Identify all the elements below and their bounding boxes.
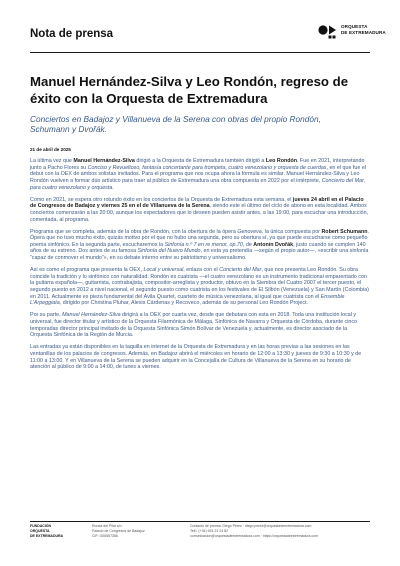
- body-paragraph-3: Programa que se completa, además de la obra de Rondón, con la obertura de la ópera Genoveva, la única compuesta por Robert Schumann. Ópera que no tuvo mucho éxito, quizás motivo por el que no hubo una segunda, pero su obertura sí, ya que puede escucharse como pequeño poema sinfónico. En la segunda parte, escucharemos la Sinfonía n.º 7 en re menor, op.70, de Antonín Dvořák, justo cuando se cumplen 140 años de su estreno. Dos antes de su famosa Sinfonía del Nuevo Mundo, en esta ya pretendía —según el propio autor—, «escribir una sinfonía “capaz de conmover el mundo”», en su debate interno entre su patriotismo y universalismo.: [30, 228, 369, 262]
- orchestra-logo: [318, 22, 386, 44]
- logo-mark-icon: [318, 24, 338, 40]
- footer-organization: FUNDACIÓN ORQUESTA DE EXTREMADURA: [30, 524, 64, 539]
- publication-date: 21 de abril de 2025: [30, 147, 71, 152]
- footer-contact: [190, 524, 318, 540]
- footer-web-link[interactable]: comunicacion@orquestadeextremadura.com · https://orquestadeextremadura.com: [190, 534, 319, 539]
- body-paragraph-2: Como en 2021, se espera otro rotundo éxito en los conciertos de la Orquesta de Extremadura esta semana, el jueves 24 abril en el Palacio de Congresos de Badajoz y viernes 25 en el de Villanueva de la Serena, siendo este el último del ciclo de abono en esta localidad. Ambos conciertos comenzarán a las 20:00, aunque los espectadores que lo deseen pueden asistir antes, a las 19:00, para escuchar una introducción, comentada, al programa.: [30, 196, 369, 223]
- footer-phone: Telf.: (+34) 924 23 24 82: [190, 529, 229, 534]
- footer-press-contact-link[interactable]: Contacto de prensa: Diego Pérez · diego.perez@orquestadeextremadura.com: [190, 524, 312, 528]
- article-subtitle: Conciertos en Badajoz y Villanueva de la Serena con obras del propio Rondón, Schumann y Dvořák.: [30, 114, 321, 135]
- header-divider: [30, 52, 370, 53]
- document-type-label: Nota de prensa: [30, 28, 114, 40]
- body-paragraph-5: Por su parte, Manuel Hernández-Silva dirigirá a la OEX por cuarta vez, desde que debutara con esta en 2018. Toda una institución local y universal, fue director titular y artístico de la Orquesta Filarmónica de Málaga, Sinfónica de Navarra y Orquesta de Córdoba, durante cinco temporadas director principal invitado de la Orquesta Sinfónica Simón Bolívar de Venezuela y, actualmente, es director asociado de la Orquesta Sinfónica de la Región de Murcia.: [30, 312, 358, 339]
- article-title: Manuel Hernández-Silva y Leo Rondón, regreso de éxito con la Orquesta de Extremadura: [30, 74, 349, 106]
- logo-line-1: ORQUESTA: [341, 24, 368, 29]
- logo-line-2: DE EXTREMADURA: [341, 29, 386, 35]
- body-paragraph-1: La última vez que Manuel Hernández-Silva dirigió a la Orquesta de Extremadura también dirigió a Leo Rondón. Fue en 2021, interpretando junto a Pacho Flores su Conciso y Revueltoso, fantasía concertante para trompeta, cuatro venezolano y orquesta de cuerdas, en el que fue el debut con la OEX de ambos solistas invitados. Para el programa que nos ocupa ahora la fórmula es similar. Manuel Hernández-Silva y Leo Rondón vuelven a formar dúo artístico para traer al público de Extremadura una obra compuesta en 2022 por el intérprete, Concierto del Mar, para cuatro venezolano y orquesta.: [30, 158, 366, 191]
- body-paragraph-6: Las entradas ya están disponibles en la taquilla en internet de la Orquesta de Extremadura y en las horas previas a las sesiones en las ventanillas de los palacios de congresos. Además, en Badajoz abrirá el miércoles en horario de 12:00 a 13:30 y jueves de 9:30 a 10:30 y de 11:00 a 13:00. Y en Villanueva de la Serena se pueden adquirir en la Concejalía de Cultura de Villanueva de la Serena en su horario de atención al público de 9:00 a 14:00, de lunes a viernes.: [30, 344, 362, 371]
- article-body: [30, 158, 370, 376]
- body-paragraph-4: Así es como el programa que presenta la OEX, Local y universal, enlaza con el Concierto del Mar, que nos presenta Leo Rondón. Su obra coincide la tradición y lo sinfónico con naturalidad. Rondón es cuatrista —el cuatro venezolano es un instrumento tradicional emparentado con la guitarra española—, guitarrista, contrabajista, compositor-arreglista y productor, obtuvo en la Siembra del Cuatro 2007 el tercer puesto, el segundo puesto en 2012 a nivel nacional, el segundo puesto como cuatrista en los festivales de El Silbón (Venezuela) y San Martín (Colombia) en 2011. Actualmente es pieza fundamental del Ávila Quartet, cuarteto de música venezolana, al igual que cuatrista con el Ensemble L’Arpeggiata, dirigido por Christina Pluhar, Alexis Cárdenas y Recoveco, además de su personal Leo Rondón Project.: [30, 267, 369, 307]
- footer-address: Ronda del Pilar s/n Palacio de Congresos de Badajoz CIF: G06557366: [92, 524, 145, 539]
- footer-divider: [30, 521, 370, 522]
